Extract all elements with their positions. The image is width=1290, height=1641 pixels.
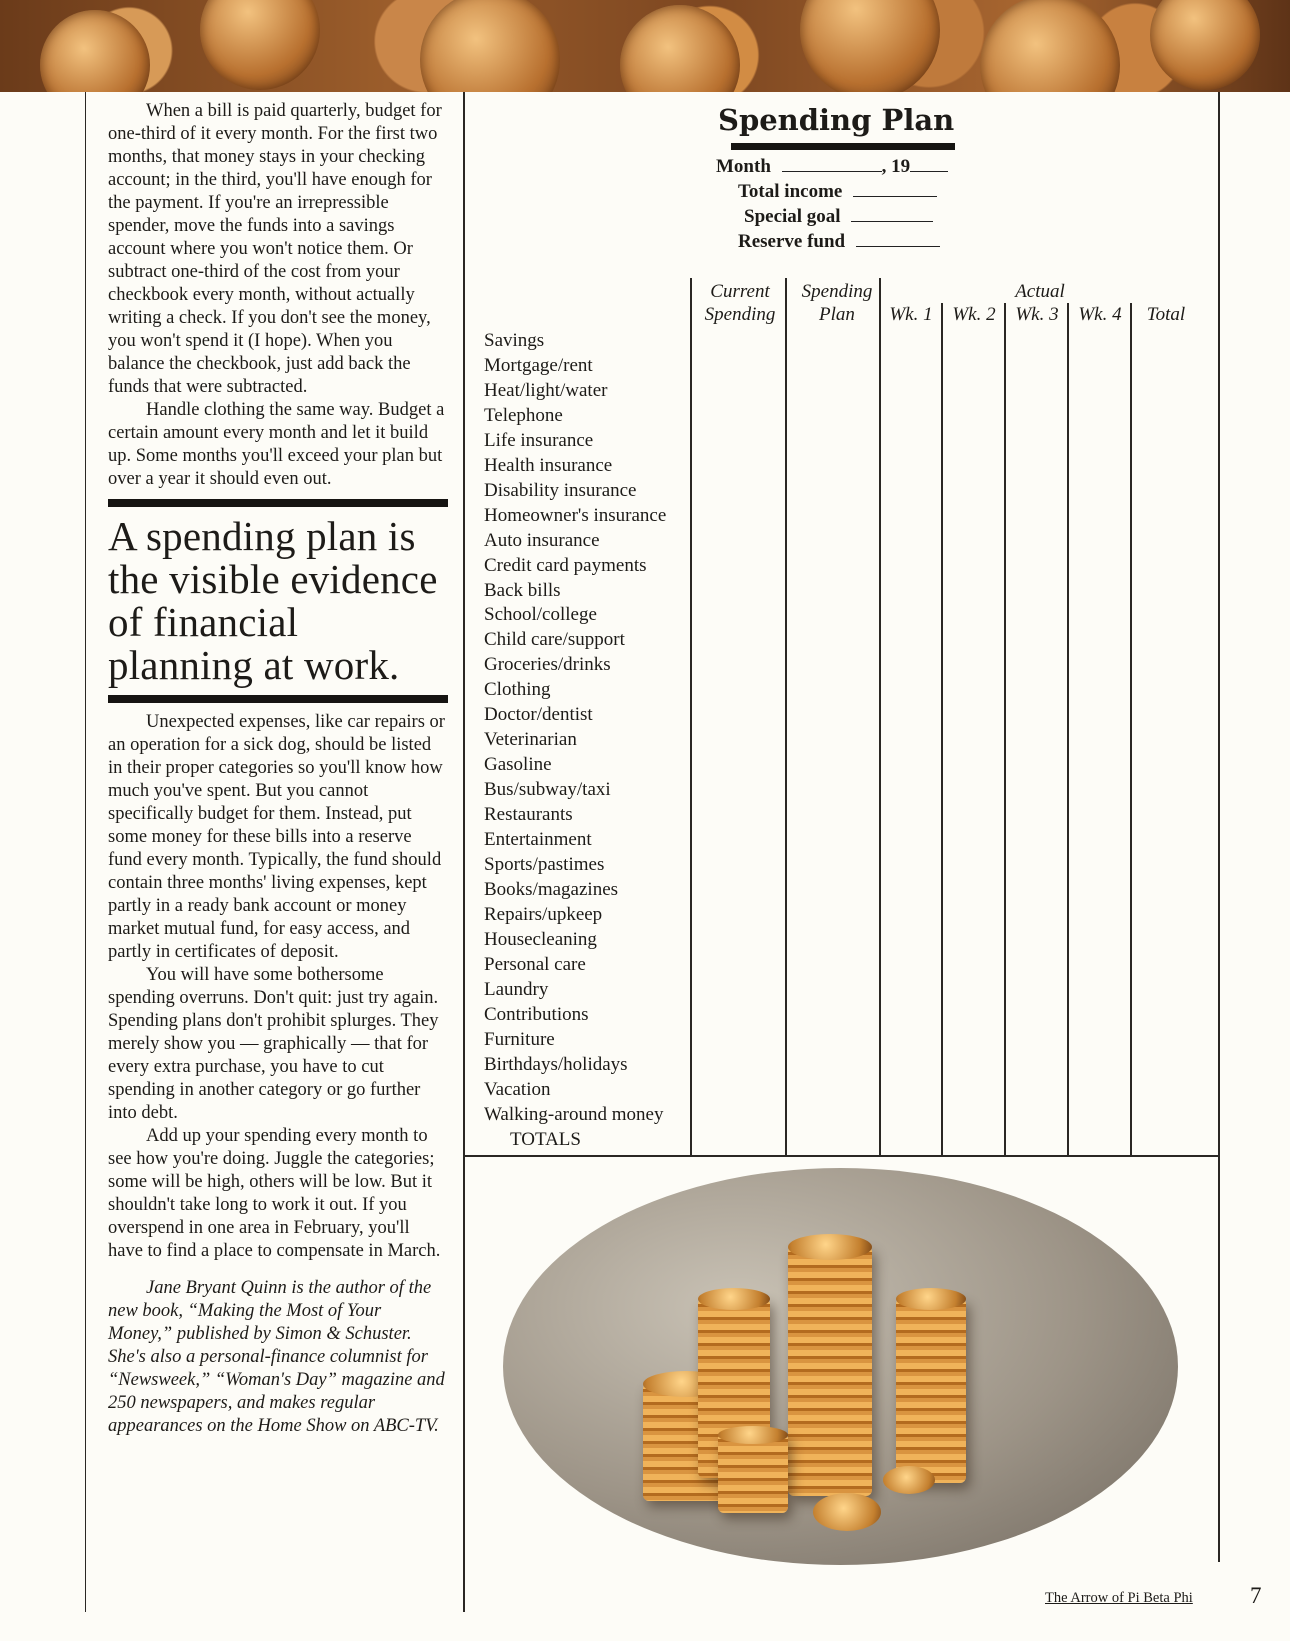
grid-line bbox=[690, 278, 692, 1155]
category-row: Credit card payments bbox=[484, 554, 647, 576]
category-row: Repairs/upkeep bbox=[484, 903, 603, 925]
banner-coins-photo bbox=[0, 0, 1290, 92]
category-row: Back bills bbox=[484, 579, 561, 601]
category-row: Sports/pastimes bbox=[484, 854, 605, 876]
category-row: Housecleaning bbox=[484, 928, 597, 950]
category-row: Telephone bbox=[484, 404, 563, 426]
coin-stacks-photo bbox=[503, 1168, 1178, 1565]
year-prefix: , 19 bbox=[881, 156, 911, 177]
paragraph: Handle clothing the same way. Budget a certain amount every month and let it build up. Some months you'll exceed your plan but over a year it should even out. bbox=[108, 400, 445, 489]
category-row: Child care/support bbox=[484, 629, 625, 651]
reserve-fund-label: Reserve fund bbox=[738, 231, 846, 252]
grid-line bbox=[785, 278, 787, 1155]
category-row: Entertainment bbox=[484, 829, 592, 851]
totals-row: TOTALS bbox=[510, 1128, 581, 1150]
month-line bbox=[716, 155, 948, 178]
special-goal-label: Special goal bbox=[744, 206, 841, 227]
category-row: Health insurance bbox=[484, 454, 613, 476]
pullquote-rule-bottom bbox=[108, 695, 448, 703]
col-header-wk1: Wk. 1 bbox=[889, 304, 933, 325]
category-row: Furniture bbox=[484, 1028, 555, 1050]
category-row: Doctor/dentist bbox=[484, 704, 593, 726]
month-blank[interactable] bbox=[782, 155, 882, 172]
header-word: Plan bbox=[819, 304, 855, 325]
category-row: Birthdays/holidays bbox=[484, 1053, 628, 1075]
header-word: Spending bbox=[704, 304, 776, 325]
category-row: Contributions bbox=[484, 1003, 589, 1025]
col-header-total: Total bbox=[1146, 304, 1186, 325]
pullquote-rule-top bbox=[108, 499, 448, 507]
category-list bbox=[484, 329, 666, 1152]
category-row: Auto insurance bbox=[484, 529, 600, 551]
col-header-wk4: Wk. 4 bbox=[1078, 304, 1122, 325]
category-row: Bus/subway/taxi bbox=[484, 779, 611, 801]
category-row: Mortgage/rent bbox=[484, 354, 593, 376]
total-income-label: Total income bbox=[738, 181, 843, 202]
left-page-border bbox=[85, 92, 86, 1612]
paragraph: Add up your spending every month to see how you're doing. Juggle the categories; some will be high, others will be low. But it shouldn't take long to work it out. If you overspend in one area in February, you'll have to find a place to compensate in March. bbox=[108, 1126, 441, 1261]
header-word: Spending bbox=[801, 281, 873, 302]
category-row: Veterinarian bbox=[484, 729, 577, 751]
col-header-wk3: Wk. 3 bbox=[1015, 304, 1059, 325]
author-byline: Jane Bryant Quinn is the author of the new book, “Making the Most of Your Money,” published by Simon & Schuster. She's also a personal-finance columnist for “Newsweek,” “Woman's Day” magazine and 250 newspapers, and makes regular appearances on the Home Show on ABC-TV. bbox=[108, 1278, 445, 1436]
grid-line bbox=[1004, 303, 1006, 1155]
category-row: Heat/light/water bbox=[484, 379, 608, 401]
reserve-fund-blank[interactable] bbox=[856, 230, 940, 247]
special-goal-blank[interactable] bbox=[851, 205, 933, 222]
category-row: Clothing bbox=[484, 679, 551, 701]
header-word: Current bbox=[710, 281, 770, 302]
category-row: Restaurants bbox=[484, 804, 573, 826]
total-income-blank[interactable] bbox=[853, 180, 937, 197]
paragraph: Unexpected expenses, like car repairs or an operation for a sick dog, should be listed in their proper categories so you'll know how much you've spent. But you cannot specifically budget for them. Instead, put some money for these bills into a reserve fund every month. Typically, the fund should contain three months' living expenses, kept partly in a ready bank account or money market mutual fund, for easy access, and partly in certificates of deposit. bbox=[108, 712, 445, 962]
category-row: Groceries/drinks bbox=[484, 654, 611, 676]
right-frame-border bbox=[1218, 92, 1220, 1562]
category-row: Laundry bbox=[484, 978, 549, 1000]
category-row: Savings bbox=[484, 330, 545, 351]
paragraph: You will have some bothersome spending overruns. Don't quit: just try again. Spending plans don't prohibit splurges. They merely show you — graphically — that for every extra purchase, you have to cut spending in another category or go further into debt. bbox=[108, 965, 439, 1123]
col-header-actual: Actual bbox=[1015, 281, 1065, 302]
month-label: Month bbox=[716, 156, 771, 177]
category-row: Vacation bbox=[484, 1078, 551, 1100]
column-divider bbox=[463, 92, 465, 1612]
category-row: Books/magazines bbox=[484, 878, 619, 900]
grid-line bbox=[1130, 303, 1132, 1155]
reserve-fund-line bbox=[738, 230, 940, 253]
col-header-wk2: Wk. 2 bbox=[952, 304, 996, 325]
year-blank[interactable] bbox=[910, 155, 948, 172]
paragraph: When a bill is paid quarterly, budget for one-third of it every month. For the first two months, that money stays in your checking account; in the third, you'll have enough for the payment. If you're an irrepressible spender, move the funds into a savings account where you won't notice them. Or subtract one-third of the cost from your checkbook every month, without actually writing a check. If you don't see the money, you won't spend it (I hope). When you balance the checkbook, just add back the funds that were subtracted. bbox=[108, 101, 442, 397]
article-left-column bbox=[108, 100, 448, 1438]
pull-quote: A spending plan is the visible evidence of financial planning at work. bbox=[108, 513, 438, 688]
grid-line bbox=[879, 278, 881, 1155]
grid-line bbox=[941, 303, 943, 1155]
table-bottom-rule bbox=[463, 1155, 1219, 1157]
category-row: Walking-around money bbox=[484, 1103, 664, 1125]
total-income-line bbox=[738, 180, 937, 203]
col-header-spending-plan bbox=[795, 280, 879, 326]
title-underline-bar bbox=[731, 143, 955, 150]
category-row: Personal care bbox=[484, 953, 586, 975]
publication-footer: The Arrow of Pi Beta Phi bbox=[1045, 1590, 1193, 1606]
category-row: Gasoline bbox=[484, 754, 552, 776]
category-row: Disability insurance bbox=[484, 479, 637, 501]
col-header-current-spending bbox=[700, 280, 780, 326]
category-row: School/college bbox=[484, 604, 597, 626]
category-row: Homeowner's insurance bbox=[484, 504, 667, 526]
grid-line bbox=[1067, 303, 1069, 1155]
page-number: 7 bbox=[1250, 1583, 1262, 1608]
spending-plan-title: Spending Plan bbox=[718, 103, 955, 137]
special-goal-line bbox=[744, 205, 933, 228]
category-row: Life insurance bbox=[484, 429, 594, 451]
